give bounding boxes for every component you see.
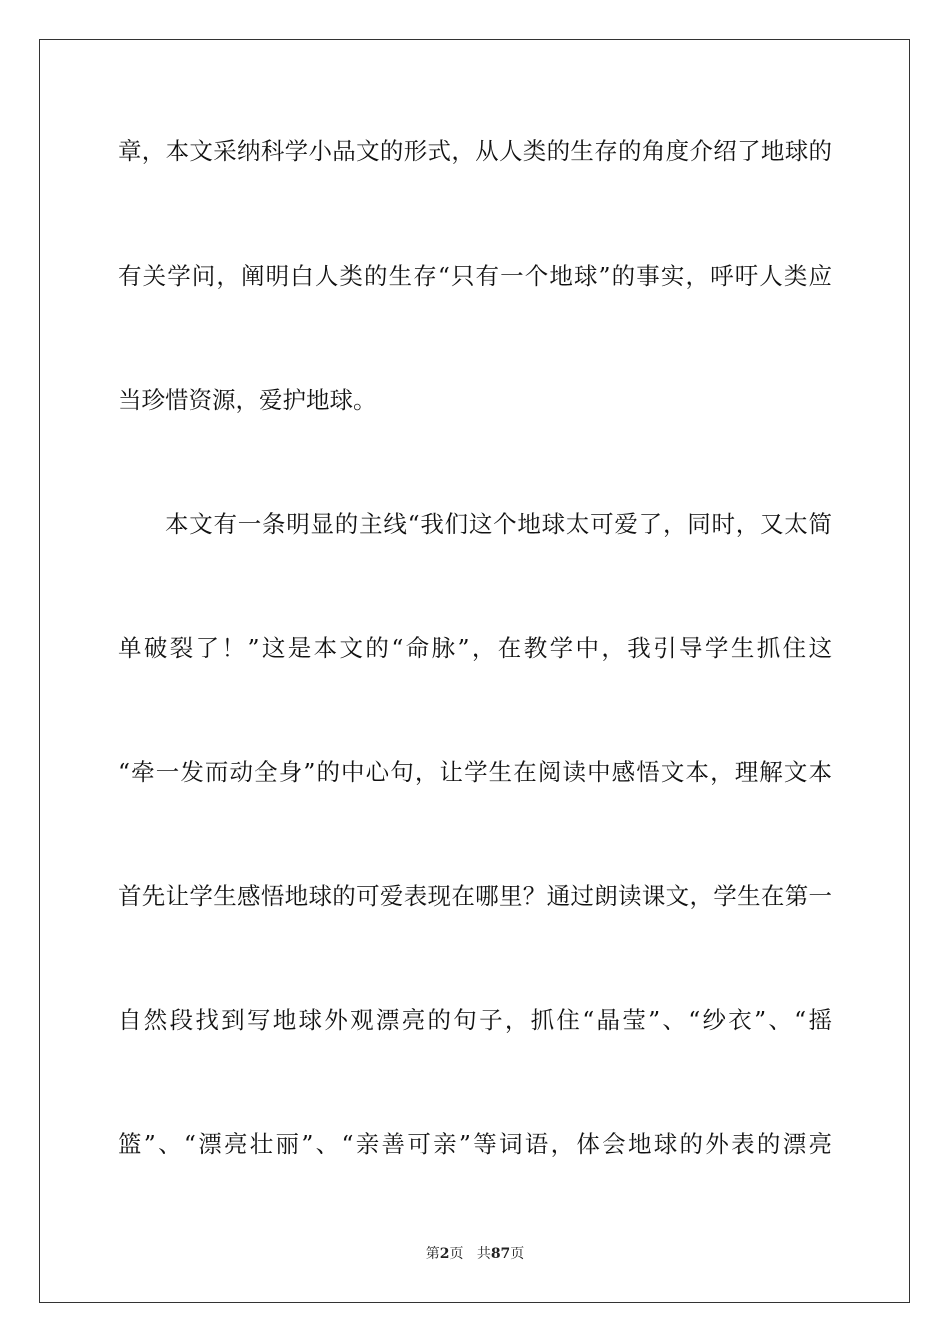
page-border	[39, 39, 910, 1303]
paragraph-line: 本文有一条明显的主线“我们这个地球太可爱了，同时，又太简	[165, 510, 832, 538]
total-pages: 87	[490, 1246, 511, 1262]
page-footer	[0, 1244, 950, 1264]
total-suffix: 页	[510, 1246, 525, 1262]
paragraph-line: 章，本文采纳科学小品文的形式，从人类的生存的角度介绍了地球的	[118, 137, 832, 165]
paragraph-line: 自然段找到写地球外观漂亮的句子，抓住“晶莹”、“纱衣”、“摇	[118, 1006, 832, 1034]
paragraph-line: 有关学问，阐明白人类的生存“只有一个地球”的事实，呼吁人类应	[118, 262, 832, 290]
paragraph-line: 首先让学生感悟地球的可爱表现在哪里？通过朗读课文，学生在第一	[118, 882, 832, 910]
page-prefix: 第	[425, 1246, 440, 1262]
page-number: 2	[439, 1246, 450, 1262]
paragraph-line: 当珍惜资源，爱护地球。	[118, 386, 377, 414]
page-suffix: 页	[449, 1246, 464, 1262]
total-prefix: 共	[476, 1246, 491, 1262]
paragraph-line: 篮”、“漂亮壮丽”、“亲善可亲”等词语，体会地球的外表的漂亮	[118, 1130, 832, 1158]
paragraph-line: “牵一发而动全身”的中心句，让学生在阅读中感悟文本，理解文本	[118, 758, 832, 786]
paragraph-line: 单破裂了！”这是本文的“命脉”，在教学中，我引导学生抓住这	[118, 634, 832, 662]
